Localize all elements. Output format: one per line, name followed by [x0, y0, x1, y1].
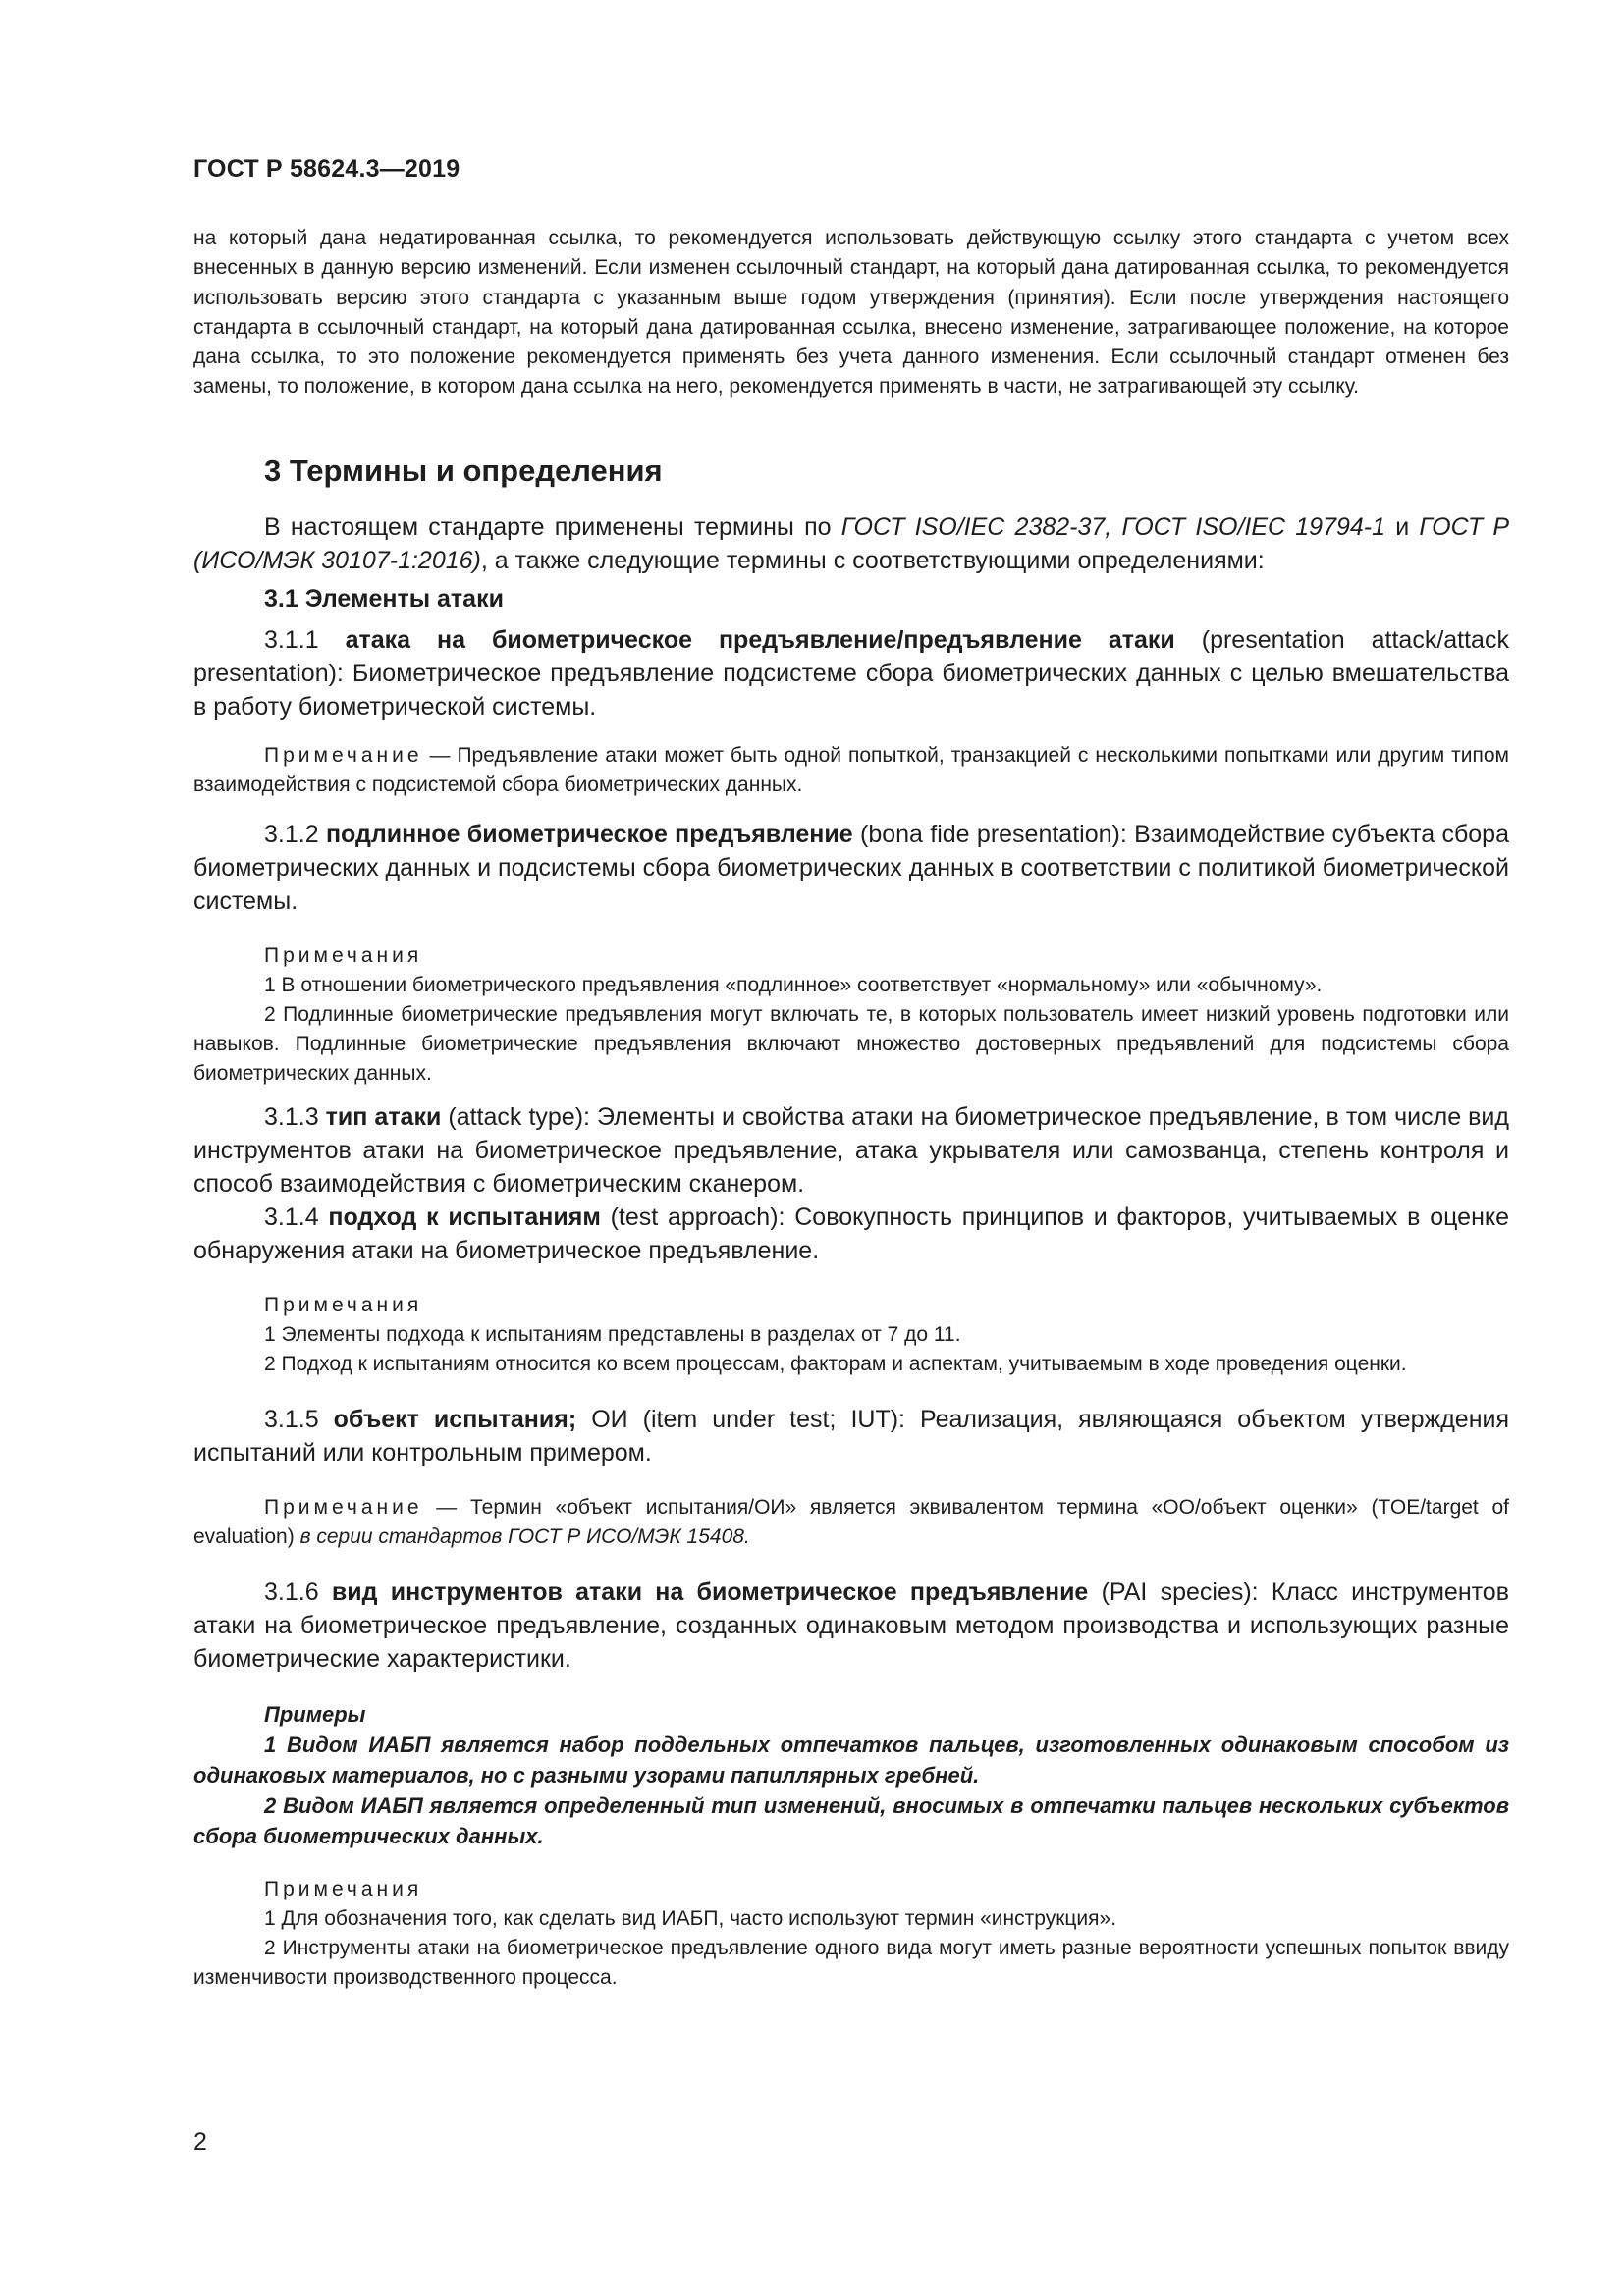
notes-label: Примечания [264, 1293, 423, 1316]
term-name: подлинное биометрическое предъявление [325, 820, 853, 848]
term-number: 3.1.5 [264, 1405, 334, 1433]
note-item: 1 Для обозначения того, как сделать вид ИАБП, часто используют термин «инструкция». [264, 1906, 1117, 1930]
term-3-1-4 [193, 1201, 1509, 1267]
notes-3-1-2 [193, 941, 1509, 1089]
term-definition: (PAI species): Класс инструментов атаки на биометрическое предъявление, созданных одинаковым методом производства и использующих разные биометрические характеристики. [193, 1577, 1509, 1673]
subsection-title: 3.1 Элементы атаки [264, 584, 504, 613]
term-number: 3.1.3 [264, 1102, 326, 1131]
term-3-1-6 [193, 1575, 1509, 1676]
note-item: 2 Подход к испытаниям относится ко всем процессам, факторам и аспектам, учитываемым в ходе проведения оценки. [264, 1352, 1407, 1375]
term-name: вид инструментов атаки на биометрическое предъявление [331, 1577, 1089, 1606]
term-definition: (presentation attack/attack presentation): Биометрическое предъявление подсистеме сбора биометрических данных с целью вмешательства в работу биометрической системы. [193, 625, 1509, 721]
section-intro-refs: ГОСТ ISO/IEC 2382-37, ГОСТ ISO/IEC 19794-1 [840, 512, 1386, 541]
note-text: — Термин «объект испытания/ОИ» является эквивалентом термина «ОО/объект оценки» (TOE/target of evaluation) [193, 1495, 1509, 1548]
term-number: 3.1.4 [264, 1202, 329, 1231]
section-intro-tail: , а также следующие термины с соответствующими определениями: [480, 546, 1265, 574]
note-item: 1 Элементы подхода к испытаниям представлены в разделах от 7 до 11. [264, 1322, 961, 1346]
example-item: 2 Видом ИАБП является определенный тип изменений, вносимых в отпечатки пальцев нескольких субъектов сбора биометрических данных. [193, 1792, 1509, 1848]
note-3-1-1 [193, 741, 1509, 800]
note-label: Примечание [264, 743, 423, 767]
document-header: ГОСТ Р 58624.3—2019 [193, 155, 460, 183]
note-3-1-5 [193, 1493, 1509, 1552]
page-number: 2 [193, 2128, 207, 2156]
notes-3-1-6 [193, 1875, 1509, 1993]
term-number: 3.1.1 [264, 625, 346, 654]
term-definition: (bona fide presentation): Взаимодействие субъекта сбора биометрических данных и подсистемы сбора биометрических данных в соответствии с политикой биометрической системы. [193, 820, 1509, 915]
section-intro [193, 510, 1509, 577]
term-name: объект испытания; [333, 1405, 577, 1433]
examples-3-1-6 [193, 1699, 1509, 1851]
intro-paragraph: на который дана недатированная ссылка, то рекомендуется использовать действующую ссылку этого стандарта с учетом всех внесенных в данную версию изменений. Если изменен ссылочный стандарт, на который дана датированная ссылка, то рекомендуется использовать версию этого стандарта с указанным выше годом утверждения (принятия). Если после утверждения настоящего стандарта в ссылочный стандарт, на который дана датированная ссылка, внесено изменение, затрагивающее положение, на которое дана ссылка, то это положение рекомендуется применять без учета данного изменения. Если ссылочный стандарт отменен без замены, то положение, в котором дана ссылка на него, рекомендуется применять в части, не затрагивающей эту ссылку. [193, 227, 1509, 399]
examples-label: Примеры [264, 1701, 366, 1727]
term-3-1-5 [193, 1403, 1509, 1469]
term-definition: (attack type): Элементы и свойства атаки на биометрическое предъявление, в том числе вид инструментов атаки на биометрическое предъявление, атака укрывателя или самозванца, степень контроля и способ взаимодействия с биометрическим сканером. [193, 1102, 1509, 1198]
note-item: 1 В отношении биометрического предъявления «подлинное» соответствует «нормальному» или «обычному». [264, 973, 1323, 996]
term-number: 3.1.6 [264, 1577, 332, 1606]
term-definition: (test approach): Совокупность принципов и факторов, учитываемых в оценке обнаружения атаки на биометрическое предъявление. [193, 1202, 1509, 1264]
term-3-1-1 [193, 623, 1509, 723]
notes-3-1-4 [193, 1291, 1509, 1379]
example-item: 1 Видом ИАБП является набор поддельных отпечатков пальцев, изготовленных одинаковым способом из одинаковых материалов, но с разными узорами папиллярных гребней. [193, 1732, 1509, 1788]
term-definition: ОИ (item under test; IUT): Реализация, являющаяся объектом утверждения испытаний или контрольным примером. [193, 1405, 1510, 1467]
term-name: атака на биометрическое предъявление/предъявление атаки [345, 625, 1175, 654]
note-text-italic: в серии стандартов ГОСТ Р ИСО/МЭК 15408. [299, 1524, 750, 1548]
section-intro-lead: В настоящем стандарте применены термины по [264, 512, 841, 541]
term-number: 3.1.2 [264, 820, 326, 848]
note-text: — Предъявление атаки может быть одной попыткой, транзакцией с несколькими попытками или другим типом взаимодействия с подсистемой сбора биометрических данных. [193, 743, 1509, 796]
note-label: Примечание [264, 1495, 423, 1519]
note-item: 2 Подлинные биометрические предъявления могут включать те, в которых пользователь имеет низкий уровень подготовки или навыков. Подлинные биометрические предъявления включают множество достоверных предъявлений для подсистемы сбора биометрических данных. [193, 1002, 1509, 1085]
term-name: подход к испытаниям [328, 1202, 601, 1231]
section-intro-ref2: ГОСТ Р (ИСО/МЭК 30107-1:2016) [193, 512, 1509, 574]
notes-label: Примечания [264, 1877, 423, 1900]
term-3-1-2 [193, 818, 1509, 918]
term-name: тип атаки [325, 1102, 442, 1131]
note-item: 2 Инструменты атаки на биометрическое предъявление одного вида могут иметь разные вероятности успешных попыток ввиду изменчивости производственного процесса. [193, 1936, 1509, 1989]
term-3-1-3 [193, 1100, 1509, 1201]
notes-label: Примечания [264, 943, 423, 967]
section-intro-mid: и [1385, 512, 1420, 541]
page-content [193, 224, 1509, 1993]
section-title: 3 Термины и определения [264, 453, 663, 488]
